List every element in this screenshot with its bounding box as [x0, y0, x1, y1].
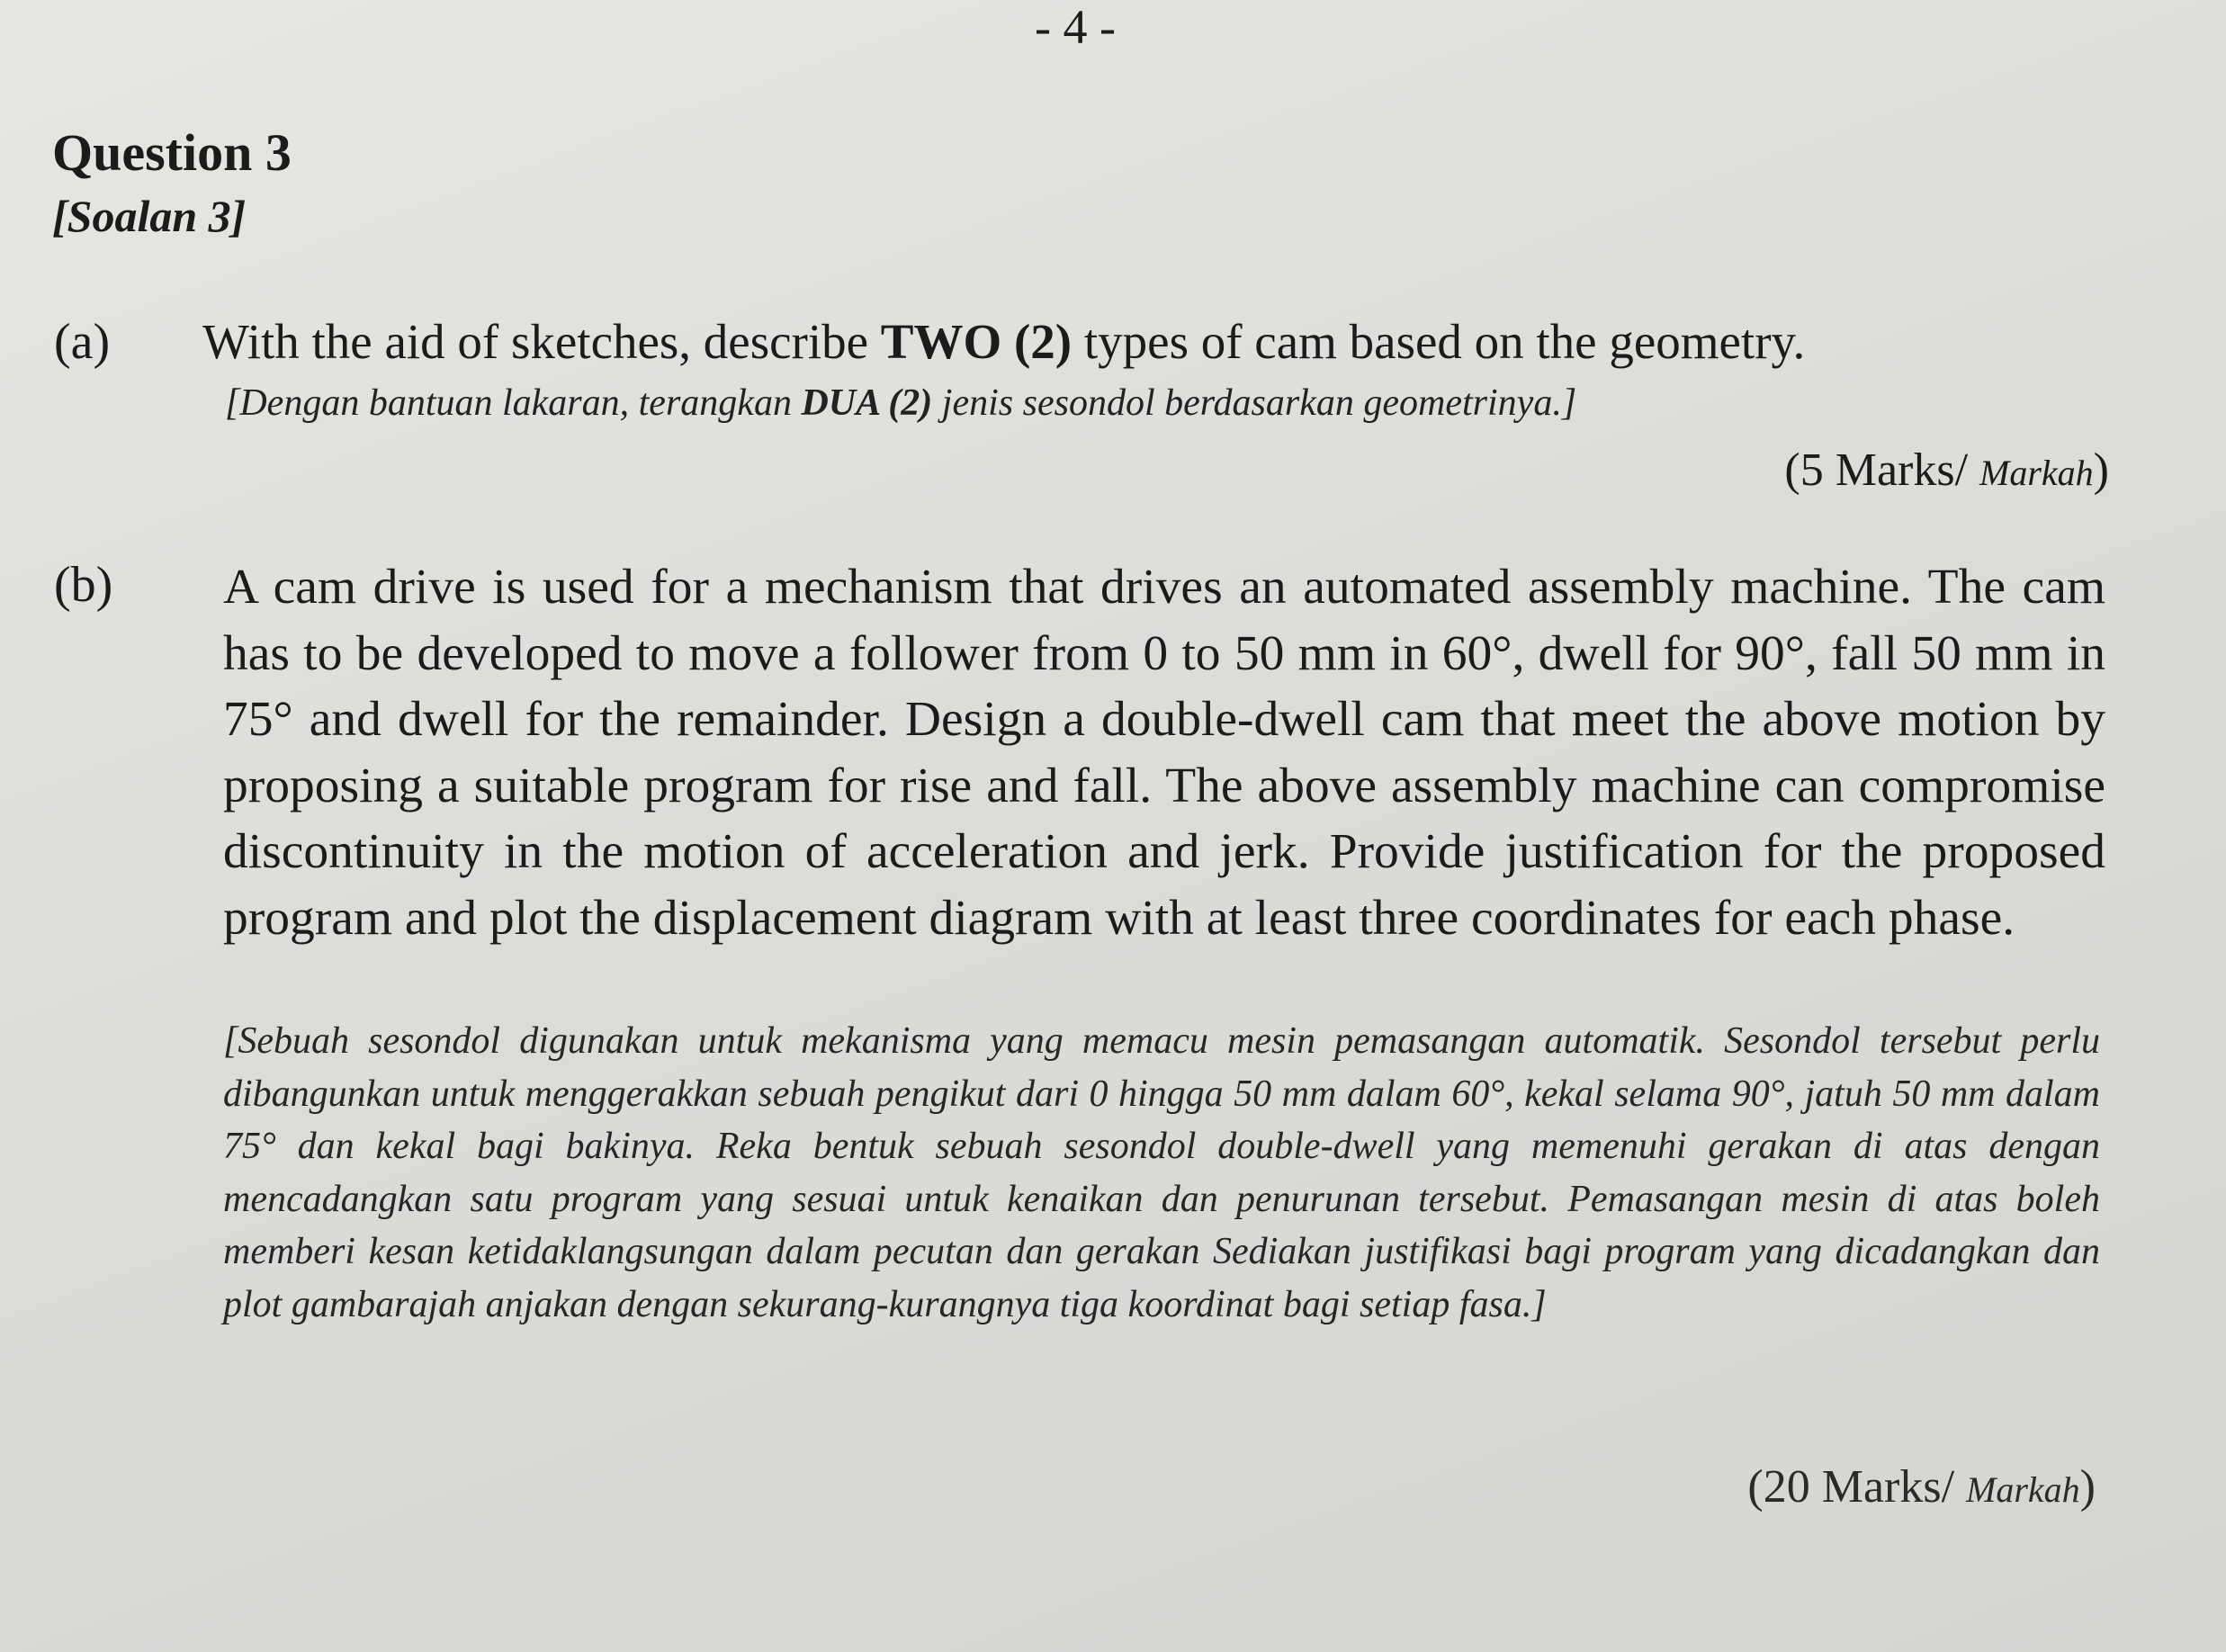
part-b-label: (b) — [54, 557, 113, 613]
part-a-text-start: With the aid of sketches, describe — [202, 314, 881, 369]
part-a-emphasis: TWO (2) — [880, 314, 1073, 369]
part-a-question-malay — [225, 378, 1576, 428]
part-a-question-english — [202, 310, 1805, 373]
part-a-label: (a) — [54, 314, 111, 370]
part-b-marks — [1747, 1458, 2096, 1520]
part-a-marks-malay: Markah — [1979, 453, 2094, 493]
part-a-marks — [1784, 441, 2109, 503]
part-a-text-end: types of cam based on the geometry. — [1072, 314, 1806, 369]
part-b-question-malay: [Sebuah sesondol digunakan untuk mekanisma yang memacu mesin pemasangan automatik. Sesondol tersebut perlu dibangunkan untuk menggerakkan sebuah pengikut dari 0 hingga 50 mm dalam 60°, kekal selama 90°, jatuh 50 mm dalam 75° dan kekal bagi bakinya. Reka bentuk sebuah sesondol double-dwell yang memenuhi gerakan di atas dengan mencadangkan satu program yang sesuai untuk kenaikan dan penurunan tersebut. Pemasangan mesin di atas boleh memberi kesan ketidaklangsungan dalam pecutan dan gerakan Sediakan justifikasi bagi program yang dicadangkan dan plot gambarajah anjakan dengan sekurang-kurangnya tiga koordinat bagi setiap fasa.] — [223, 1020, 2100, 1325]
page-number: - 4 - — [1035, 0, 1116, 54]
part-a-ms-emphasis: DUA (2) — [801, 382, 933, 424]
part-b-marks-text: (20 Marks/ — [1747, 1461, 1967, 1513]
part-b-marks-close: ) — [2079, 1461, 2096, 1513]
part-a-marks-close: ) — [2093, 444, 2109, 496]
part-b-question-english: A cam drive is used for a mechanism that drives an automated assembly machine. The cam has to be developed to move a follower from 0 to 50 mm in 60°, dwell for 90°, fall 50 mm in 75° and dwell for the remainder. Design a double-dwell cam that meet the above motion by proposing a suitable program for rise and fall. The above assembly machine can compromise discontinuity in the motion of acceleration and jerk. Provide justification for the proposed program and plot the displacement diagram with at least three coordinates for each phase. — [223, 560, 2105, 946]
part-a-marks-text: (5 Marks/ — [1784, 444, 1980, 496]
question-title-malay: [Soalan 3] — [52, 191, 247, 241]
part-b-marks-malay: Markah — [1966, 1469, 2080, 1510]
part-a-ms-text-start: [Dengan bantuan lakaran, terangkan — [225, 382, 802, 424]
question-title: Question 3 — [52, 123, 292, 182]
part-a-ms-text-end: jenis sesondol berdasarkan geometrinya.] — [932, 382, 1577, 424]
